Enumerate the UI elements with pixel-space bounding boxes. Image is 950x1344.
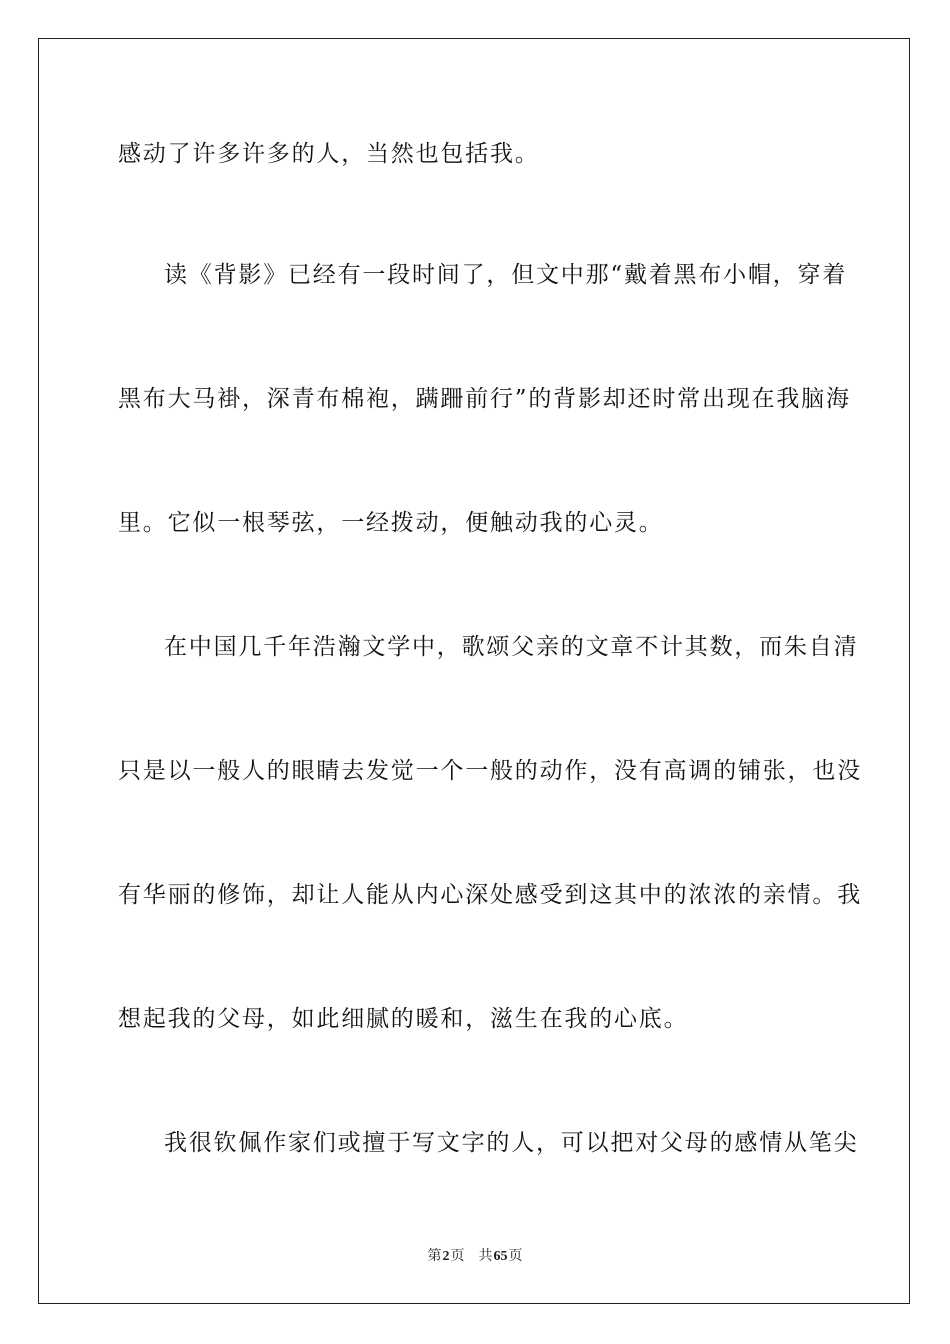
footer-total-prefix: 共 [478, 1248, 493, 1264]
body-line-7: 有华丽的修饰，却让人能从内心深处感受到这其中的浓浓的亲情。我 [118, 882, 862, 908]
body-line-4: 里。它似一根琴弦，一经拨动，便触动我的心灵。 [118, 510, 664, 536]
body-line-2: 读《背影》已经有一段时间了，但文中那“戴着黑布小帽，穿着 [164, 262, 848, 288]
body-line-3: 黑布大马褂，深青布棉袍，蹒跚前行”的背影却还时常出现在我脑海 [118, 386, 851, 412]
body-line-6: 只是以一般人的眼睛去发觉一个一般的动作，没有高调的铺张，也没 [118, 758, 862, 784]
footer-total-pages: 65 [493, 1249, 508, 1264]
footer-total-suffix: 页 [508, 1248, 523, 1264]
body-line-9: 我很钦佩作家们或擅于写文字的人，可以把对父母的感情从笔尖 [164, 1130, 859, 1156]
body-line-1: 感动了许多许多的人，当然也包括我。 [118, 141, 540, 167]
body-line-8: 想起我的父母，如此细腻的暖和，滋生在我的心底。 [118, 1006, 689, 1032]
footer-page-prefix: 第 [427, 1248, 442, 1264]
body-line-5: 在中国几千年浩瀚文学中，歌颂父亲的文章不计其数，而朱自清 [164, 634, 859, 660]
footer-page-suffix: 页 [450, 1248, 465, 1264]
footer-page-number: 2 [442, 1249, 450, 1264]
page-border [38, 38, 910, 1304]
page-footer [0, 1247, 950, 1266]
